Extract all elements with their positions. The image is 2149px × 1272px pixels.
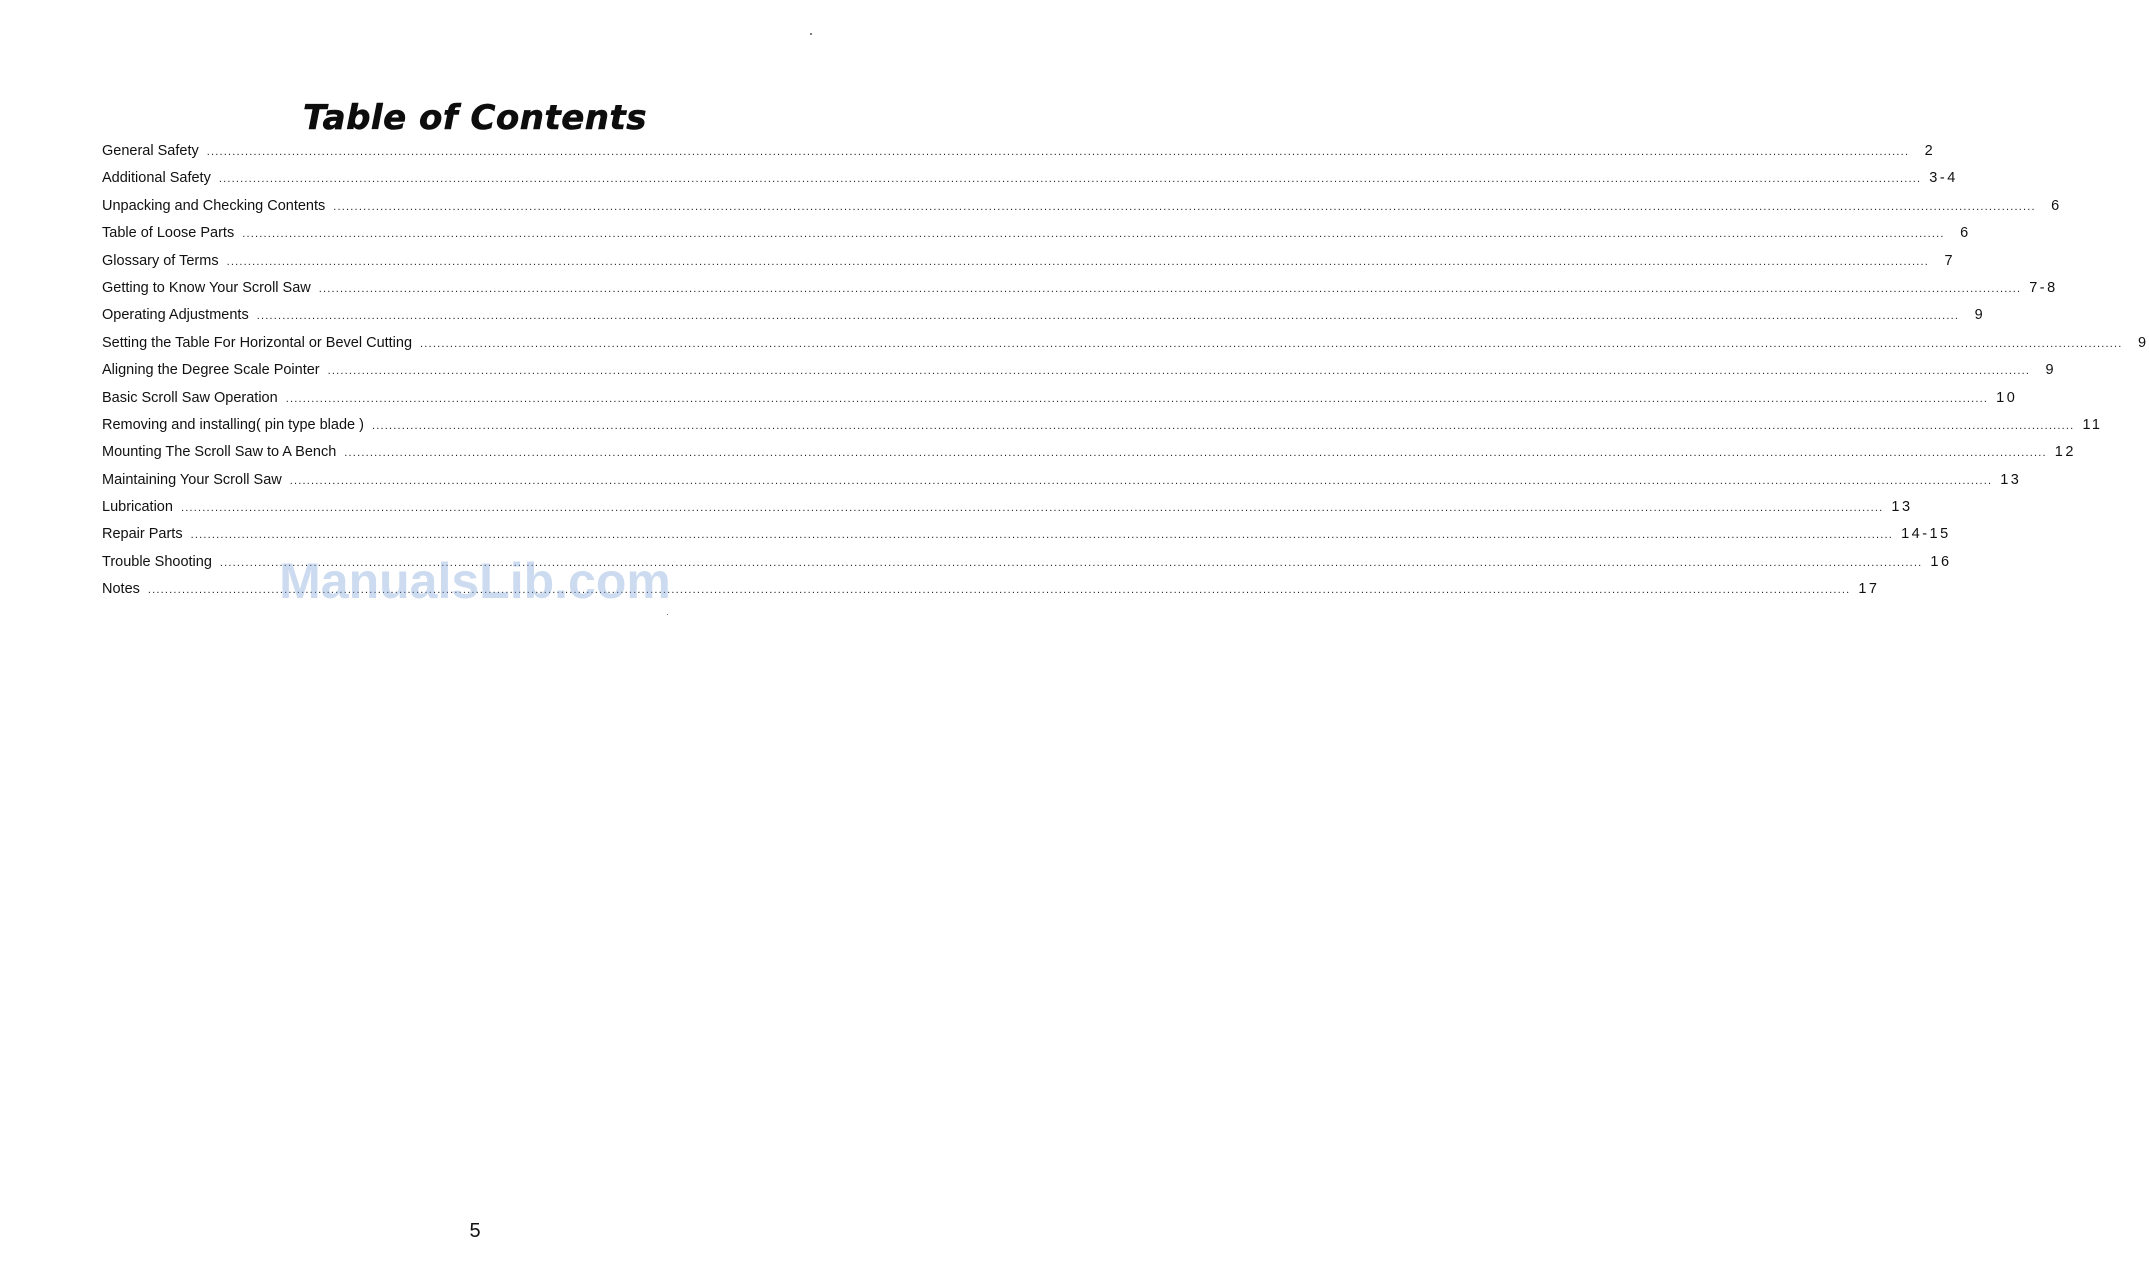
dot-leader: ................................................................................................................................................................................................................................................................................................................................................................................................................: [226, 255, 1930, 268]
toc-entry-label: Trouble Shooting: [102, 553, 212, 570]
dot-leader: ................................................................................................................................................................................................................................................................................................................................................................................................................: [333, 200, 2036, 213]
dot-leader: ................................................................................................................................................................................................................................................................................................................................................................................................................: [289, 474, 1993, 487]
toc-entry: [102, 526, 1951, 553]
dot-leader: ................................................................................................................................................................................................................................................................................................................................................................................................................: [147, 584, 1851, 597]
dot-leader: ................................................................................................................................................................................................................................................................................................................................................................................................................: [190, 529, 1894, 542]
toc-entry: [102, 225, 1971, 252]
toc-entry-page: 9: [2045, 362, 2057, 379]
toc-entry-label: Basic Scroll Saw Operation: [102, 389, 278, 406]
toc-entry-label: Removing and installing( pin type blade ): [102, 416, 364, 433]
toc-entry-page: 10: [1996, 389, 2018, 406]
toc-entry-label: Repair Parts: [102, 526, 183, 543]
toc-entry-page: 14-15: [1901, 526, 1951, 543]
dot-leader: ................................................................................................................................................................................................................................................................................................................................................................................................................: [371, 419, 2075, 432]
toc-entry-label: Lubrication: [102, 499, 173, 516]
toc-entry-page: 7-8: [2029, 279, 2058, 296]
toc-entry-page: 7: [1944, 252, 1956, 269]
toc-entry-page: 13: [2000, 471, 2022, 488]
toc-entry-page: 9: [1974, 307, 1986, 324]
toc-entry: [102, 170, 1958, 197]
toc-entry: [102, 581, 1880, 608]
toc-entry: [102, 279, 2058, 307]
toc-entry: [102, 252, 1956, 280]
watermark: ManualsLib.com: [279, 553, 671, 609]
toc-entry-page: 2: [1924, 143, 1936, 159]
page-title: Table of Contents: [302, 98, 647, 138]
toc-entry-label: Setting the Table For Horizontal or Bevel Cutting: [102, 334, 413, 351]
dot-leader: ................................................................................................................................................................................................................................................................................................................................................................................................................: [206, 146, 1910, 158]
toc-entry-label: Maintaining Your Scroll Saw: [102, 471, 282, 488]
toc-entry-label: Notes: [102, 581, 140, 598]
toc-entry: [102, 416, 2103, 444]
toc-entry-label: Aligning the Degree Scale Pointer: [102, 362, 320, 379]
table-of-contents: [102, 143, 2149, 609]
toc-entry-label: Operating Adjustments: [102, 307, 249, 324]
dot-leader: ................................................................................................................................................................................................................................................................................................................................................................................................................: [285, 392, 1989, 405]
dot-leader: ................................................................................................................................................................................................................................................................................................................................................................................................................: [318, 282, 2022, 295]
toc-entry: [102, 197, 2062, 225]
toc-entry-page: 9: [2137, 334, 2149, 351]
scan-speck: [667, 614, 668, 615]
dot-leader: ................................................................................................................................................................................................................................................................................................................................................................................................................: [218, 173, 1922, 186]
toc-entry: [102, 362, 2057, 389]
toc-entry-label: General Safety: [102, 143, 199, 159]
toc-entry-page: 11: [2082, 416, 2103, 433]
dot-leader: ................................................................................................................................................................................................................................................................................................................................................................................................................: [242, 228, 1945, 241]
toc-entry: [102, 334, 2149, 362]
scan-speck: [810, 33, 812, 35]
toc-entry: [102, 307, 1986, 334]
page-number: 5: [469, 1220, 481, 1242]
toc-entry: [102, 389, 2018, 417]
toc-entry-label: Mounting The Scroll Saw to A Bench: [102, 444, 337, 461]
toc-entry-page: 13: [1891, 499, 1913, 516]
toc-entry-page: 17: [1858, 581, 1880, 598]
toc-entry: [102, 471, 2022, 499]
toc-entry-page: 6: [1960, 225, 1971, 242]
dot-leader: ................................................................................................................................................................................................................................................................................................................................................................................................................: [420, 337, 2123, 350]
dot-leader: ................................................................................................................................................................................................................................................................................................................................................................................................................: [344, 447, 2047, 460]
toc-entry-label: Getting to Know Your Scroll Saw: [102, 279, 311, 296]
toc-entry: [102, 143, 1936, 170]
dot-leader: ................................................................................................................................................................................................................................................................................................................................................................................................................: [256, 310, 1960, 323]
toc-entry-label: Glossary of Terms: [102, 252, 219, 269]
dot-leader: ................................................................................................................................................................................................................................................................................................................................................................................................................: [180, 502, 1884, 515]
toc-entry-page: 16: [1930, 553, 1952, 570]
toc-entry-label: Additional Safety: [102, 170, 211, 187]
toc-entry: [102, 499, 1913, 526]
toc-entry-page: 6: [2051, 197, 2062, 214]
dot-leader: ................................................................................................................................................................................................................................................................................................................................................................................................................: [219, 556, 1923, 569]
toc-entry-label: Table of Loose Parts: [102, 225, 235, 242]
toc-entry: [102, 444, 2076, 471]
toc-entry-page: 3-4: [1929, 170, 1958, 187]
toc-entry-page: 12: [2054, 444, 2076, 461]
dot-leader: ................................................................................................................................................................................................................................................................................................................................................................................................................: [327, 365, 2031, 378]
toc-entry-label: Unpacking and Checking Contents: [102, 197, 326, 214]
